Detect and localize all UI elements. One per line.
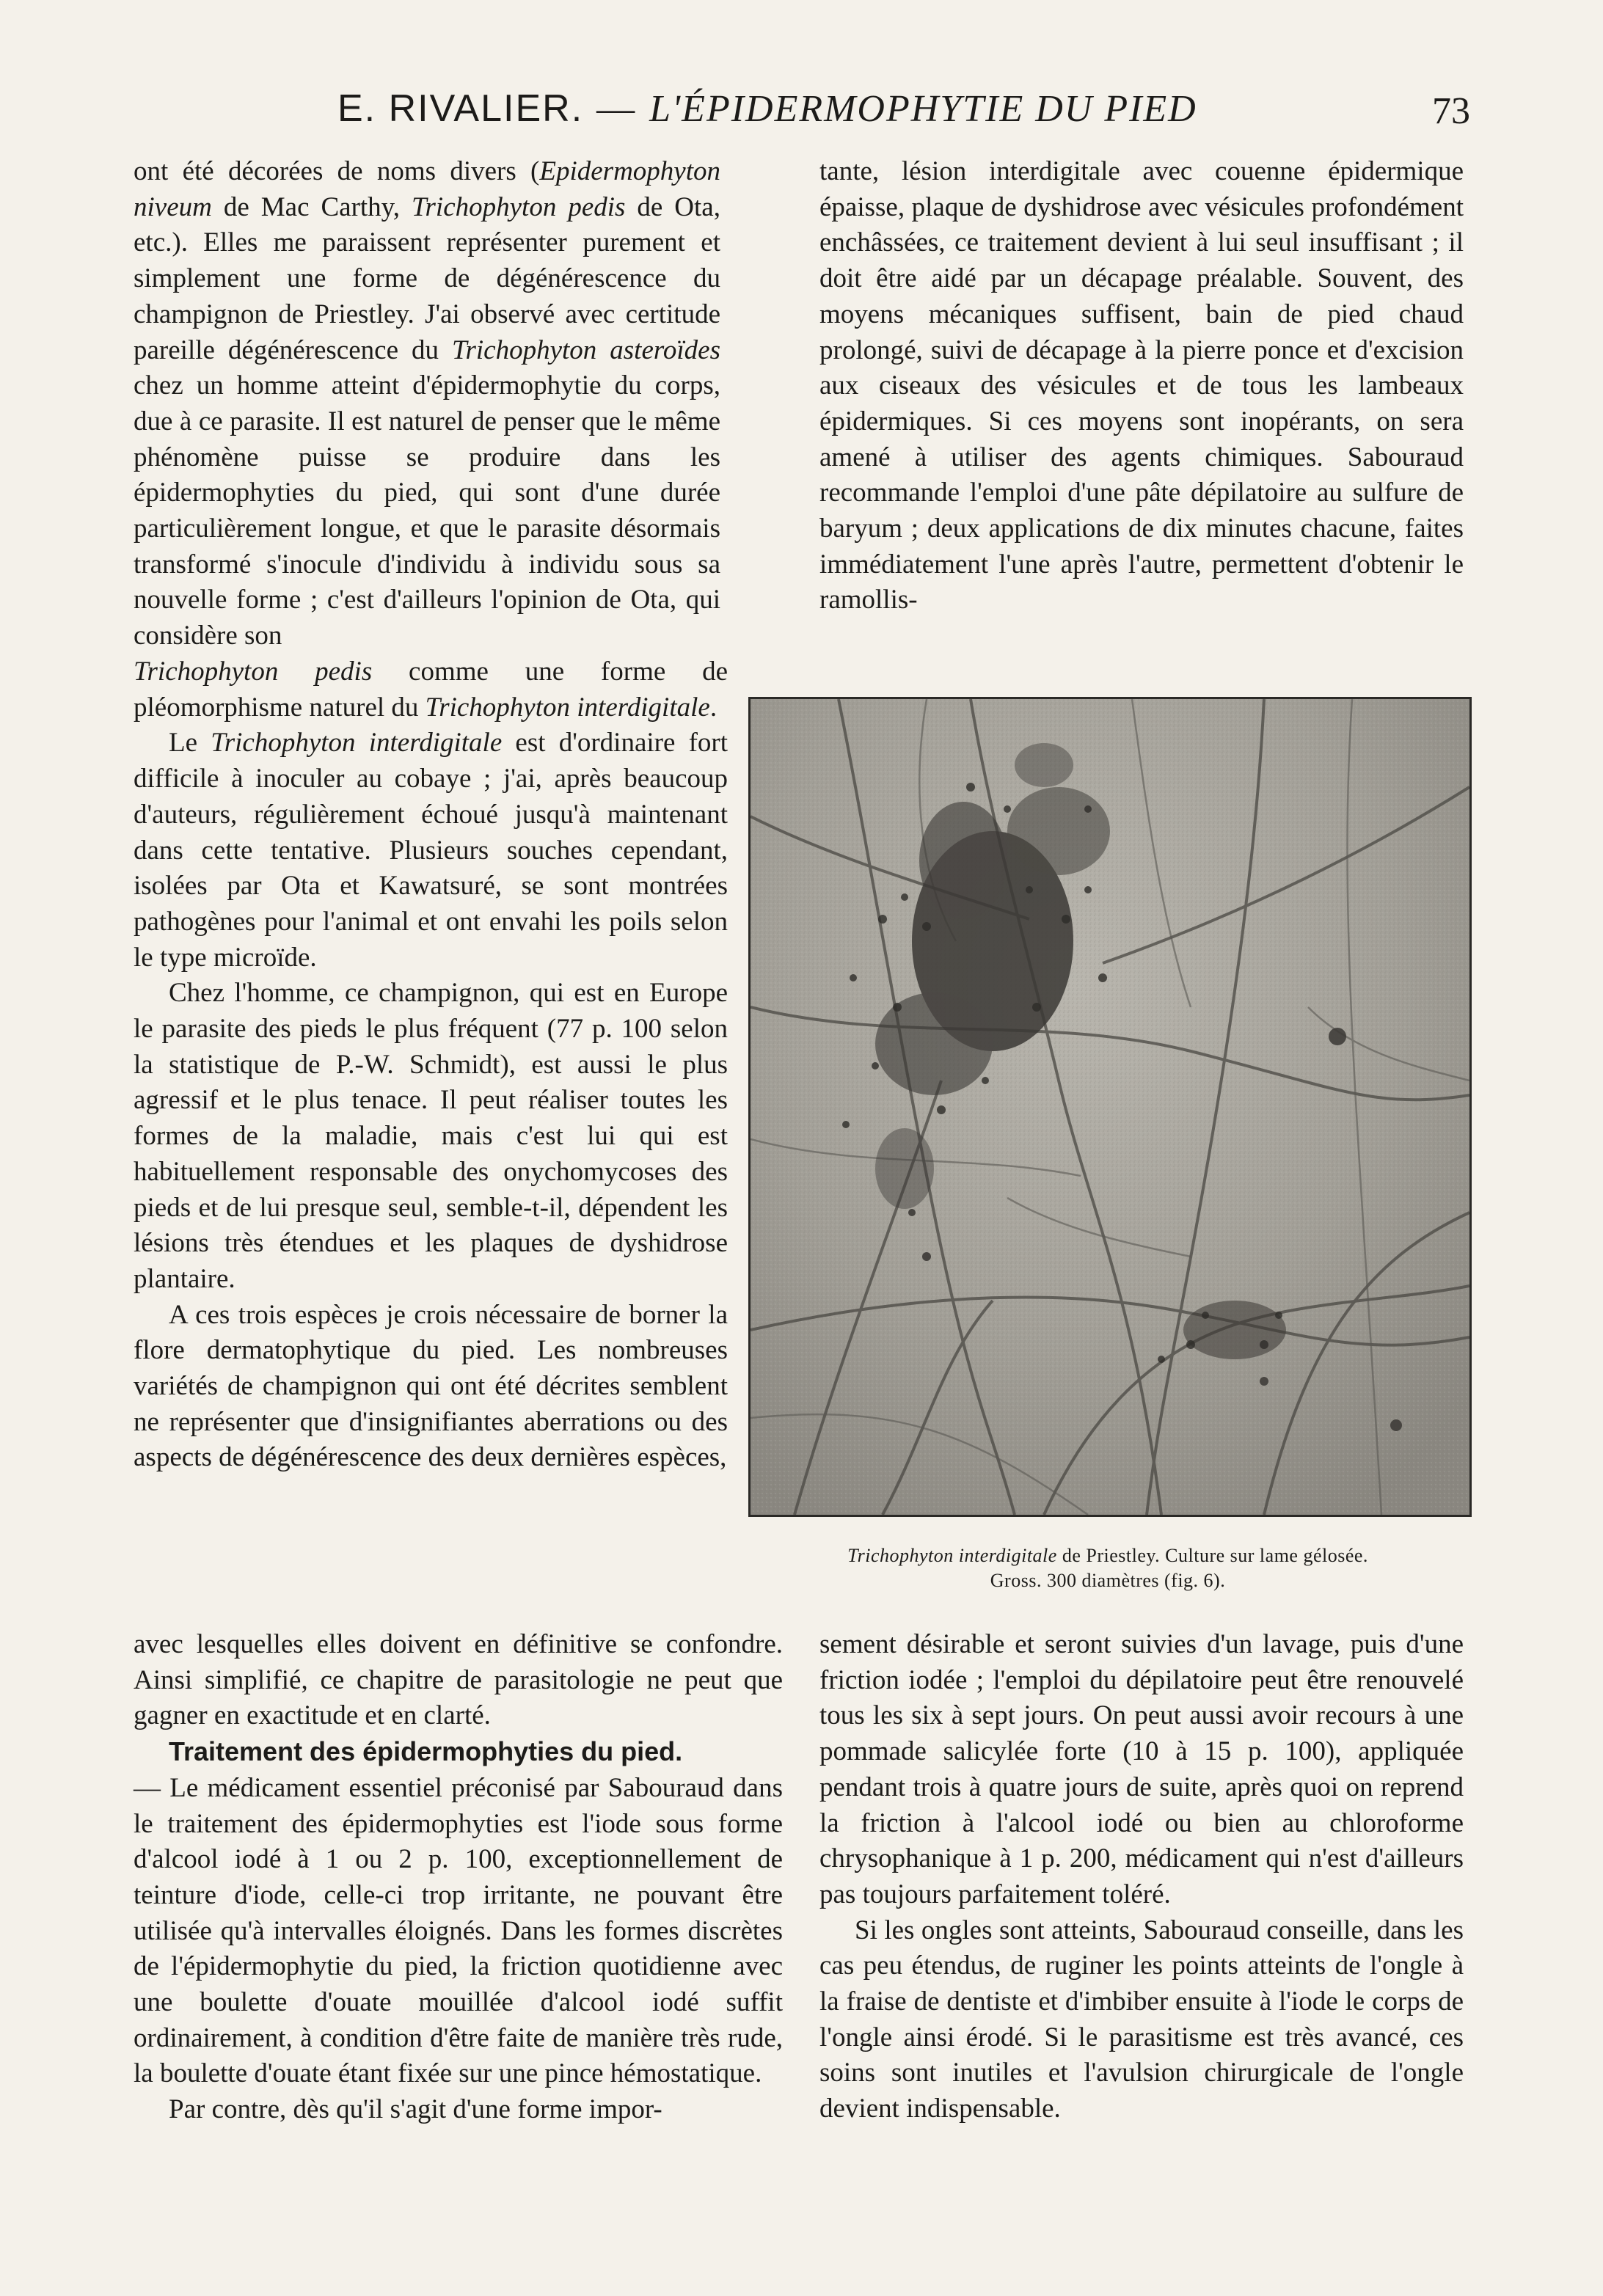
- right-column: [819, 154, 1464, 618]
- paragraph-5: — Le médicament essentiel préconisé par Sabouraud dans le traitement des épidermophyties est l'iode sous forme d'alcool iodé à 1 ou 2 p. 100, exceptionnellement de teinture d'iode, celle-ci trop irritante, ne pouvant être utilisée qu'à intervalles éloignés. Dans les formes discrètes de l'épidermophytie du pied, la friction quotidienne avec une boulette d'ouate mouillée d'alcool iodé suffit ordinairement, à condition d'être faite de manière très rude, la boulette d'ouate étant fixée sur une pince hémostatique.: [134, 1772, 783, 2089]
- running-header: [0, 87, 1603, 145]
- paragraph-3: Chez l'homme, ce champignon, qui est en Europe le parasite des pieds le plus fréquent (77 p. 100 selon la statistique de P.-W. Schmidt), est aussi le plus agressif et le plus tenace. Il peut réaliser toutes les formes de la maladie, mais c'est lui qui est habituellement responsable des onychomycoses des pieds et de lui presque seul, semble-t-il, dépendent les lésions très étendues et les plaques de dyshidrose plantaire.: [134, 978, 728, 1294]
- section-heading: Traitement des épidermophyties du pied.: [169, 1736, 683, 1767]
- text-run: ont été décorées de noms divers (: [134, 156, 540, 186]
- figure-caption: [748, 1543, 1467, 1593]
- paragraph-r3: Si les ongles sont atteints, Sabouraud conseille, dans les cas peu étendus, de ruginer les points atteints de l'ongle à la fraise de dentiste et d'imbiber ensuite à l'iode le corps de l'ongle ainsi érodé. Si le parasitisme est très avancé, ces soins sont inutiles et l'avulsion chirurgicale de l'ongle devient indispensable.: [819, 1915, 1464, 2124]
- species-name: Trichophyton asteroïdes: [451, 334, 720, 365]
- species-name: Trichophyton pedis: [412, 191, 626, 222]
- right-column-bottom: [819, 1627, 1464, 2127]
- text-run: de Ota, etc.). Elles me paraissent représenter purement et simplement une forme de dégénérescence du champignon de Priestley. J'ai observé avec certitude pareille dégénérescence du: [134, 191, 720, 365]
- running-title: [337, 87, 1291, 131]
- caption-species: Trichophyton interdigitale: [847, 1545, 1057, 1566]
- caption-line-2: Gross. 300 diamètres (fig. 6).: [990, 1570, 1226, 1591]
- paragraph-r1: tante, lésion interdigitale avec couenne épidermique épaisse, plaque de dyshidrose avec vésicules profondément enchâssées, ce traitement devient à lui seul insuffisant ; il doit être aidé par un décapage préalable. Souvent, des moyens mécaniques suffisent, bain de pied chaud prolongé, suivi de décapage à la pierre ponce et d'excision aux ciseaux des vésicules et de tous les lambeaux épidermiques. Si ces moyens sont inopérants, on sera amené à utiliser des agents chimiques. Sabouraud recommande l'emploi d'une pâte dépilatoire au sulfure de baryum ; deux applications de dix minutes chacune, faites immédiatement l'une après l'autre, permettent d'obtenir le ramollis-: [819, 156, 1464, 615]
- section-paragraph: [134, 1734, 783, 1771]
- species-name: Trichophyton pedis: [134, 657, 373, 687]
- left-column: [134, 154, 720, 654]
- paragraph-1-end: [134, 654, 728, 725]
- caption-text: de Priestley. Culture sur lame gélosée.: [1056, 1545, 1368, 1566]
- title-dash: —: [596, 88, 637, 130]
- caption-line-1: [748, 1543, 1467, 1568]
- paragraph-2: [134, 725, 728, 976]
- paragraph-4-end: avec lesquelles elles doivent en définitive se confondre. Ainsi simplifié, ce chapitre de parasitologie ne peut que gagner en exactitude et en clarté.: [134, 1629, 783, 1731]
- text-run: comme une forme de pléomorphisme naturel du: [134, 657, 728, 723]
- micrograph-figure: [748, 697, 1472, 1517]
- left-column-bottom: [134, 1627, 783, 2128]
- author-name: E. RIVALIER.: [337, 87, 584, 130]
- species-name: Trichophyton interdigitale: [211, 728, 503, 758]
- paragraph-1: [134, 154, 720, 654]
- text-run: est d'ordinaire fort difficile à inoculer au cobaye ; j'ai, après beaucoup d'auteurs, régulièrement échoué jusqu'à maintenant dans cette tentative. Plusieurs souches cependant, isolées par Ota et Kawatsuré, se sont montrées pathogènes pour l'animal et ont envahi les poils selon le type microïde.: [134, 728, 728, 973]
- article-title: L'ÉPIDERMOPHYTIE DU PIED: [649, 88, 1197, 130]
- text-run: de Mac Carthy,: [211, 191, 412, 222]
- micrograph-image: [751, 699, 1469, 1515]
- paragraph-6: Par contre, dès qu'il s'agit d'une forme impor-: [169, 2094, 662, 2125]
- paragraph-4: A ces trois espèces je crois nécessaire de borner la flore dermatophytique du pied. Les nombreuses variétés de champignon qui ont été décrites semblent ne représenter que d'insignifiantes aberrations ou des aspects de dégénérescence des deux dernières espèces,: [134, 1299, 728, 1473]
- text-run: .: [709, 692, 717, 723]
- text-run: Le: [169, 728, 211, 758]
- paragraph-r2: sement désirable et seront suivies d'un lavage, puis d'une friction iodée ; l'emploi du dépilatoire peut être renouvelé tous les six à sept jours. On peut aussi avoir recours à une pommade salicylée forte (10 à 15 p. 100), appliquée pendant trois à quatre jours de suite, après quoi on reprend la friction à l'alcool iodé ou bien au chloroforme chrysophanique à 1 p. 200, médicament qui n'est d'ailleurs pas toujours parfaitement toléré.: [819, 1629, 1464, 1909]
- left-column-continued: [134, 654, 728, 1476]
- species-name: Trichophyton interdigitale: [425, 692, 710, 723]
- species-name: Epidermophyton niveum: [134, 156, 720, 222]
- page-number: 73: [1432, 90, 1470, 132]
- text-run: chez un homme atteint d'épidermophytie du corps, due à ce parasite. Il est naturel de penser que le même phénomène puisse se produire dans les épidermophyties du pied, qui sont d'une durée particulièrement longue, et que le parasite désormais transformé s'inocule d'individu à individu sous sa nouvelle forme ; c'est d'ailleurs l'opinion de Ota, qui considère son: [134, 370, 720, 651]
